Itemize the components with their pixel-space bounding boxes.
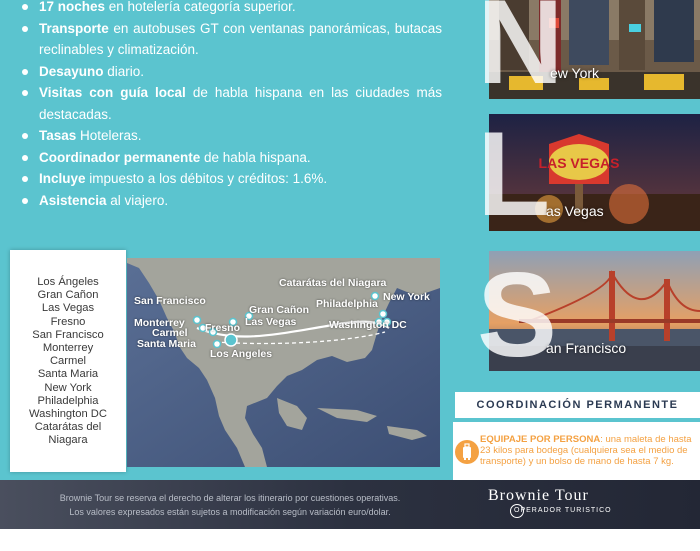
svg-text:LAS VEGAS: LAS VEGAS [538,155,620,171]
feature-item: Asistencia al viajero. [22,190,442,212]
brand-name: Brownie Tour [488,487,589,504]
route-map [127,258,440,467]
route-item: Niagara [48,434,88,447]
bullet-icon [22,26,28,32]
map-graphic [127,258,440,467]
route-item: Carmel [49,355,87,368]
map-label-santa-maria: Santa Maria [137,338,196,350]
feature-item: Coordinador permanente de habla hispana. [22,147,442,169]
bullet-icon [22,69,28,75]
map-label-new-york: New York [383,291,430,303]
city-name: as Vegas [546,203,604,219]
route-item: Gran Cañon [37,289,99,302]
route-item: Washington DC [29,408,107,421]
city-panel-las-vegas [477,107,700,241]
route-item: Philadelphia [37,394,99,407]
feature-item: Desayuno diario. [22,61,442,83]
route-item: New York [44,381,92,394]
feature-item: Tasas Hoteleras. [22,125,442,147]
brand-tagline: OPERADOR TURISTICO [514,507,612,514]
feature-item: Visitas con guía local de habla hispana en las ciudades más destacadas. [22,82,442,125]
route-item: Monterrey [42,342,94,355]
route-card [10,250,126,472]
map-label-monterrey: Monterrey [134,317,185,329]
city-initial: L [477,107,551,241]
city-panel-san-francisco [477,248,700,382]
bullet-icon [22,155,28,161]
bullet-icon [22,198,28,204]
route-item: San Francisco [32,328,104,341]
luggage-info [453,422,700,480]
bullet-icon [22,4,28,10]
map-label-fresno: Fresno [205,322,241,334]
map-label-washington: Washington DC [329,319,407,331]
brand-logo [488,487,638,514]
luggage-icon [455,440,479,464]
map-label-las-vegas: Las Vegas [245,316,297,328]
route-item: Las Vegas [41,302,95,315]
footer-disclaimer [40,492,420,519]
map-label-san-francisco: San Francisco [134,295,206,307]
route-list [10,276,126,448]
city-initial: N [477,0,564,109]
map-label-niagara: Catarátas del Niagara [279,277,387,289]
route-item: Santa Maria [37,368,99,381]
bullet-icon [22,90,28,96]
bullet-icon [22,176,28,182]
luggage-text: EQUIPAJE POR PERSONA: una maleta de hasta 23 kilos para bodega (cualquiera sea el medio de transporte) y un bolso de mano de hasta 7 kg. [480,434,692,468]
feature-item: Transporte en autobuses GT con ventanas panorámicas, butacas reclinables y climatización. [22,18,442,61]
route-item: Catarátas del [34,421,102,434]
feature-item: 17 noches en hotelería categoría superior. [22,0,442,18]
feature-item: Incluye impuesto a los débitos y créditos: 1.6%. [22,168,442,190]
route-item: Fresno [50,315,86,328]
city-initial: S [477,248,558,382]
city-name: ew York [550,65,600,81]
footer-line: Brownie Tour se reserva el derecho de alterar los itinerario por cuestiones operativas. [59,493,401,503]
map-label-carmel: Carmel [152,327,188,339]
map-label-gran-canon: Gran Cañon [249,304,310,316]
map-label-philadelphia: Philadelphia [316,298,378,310]
city-panel-new-york [477,0,700,109]
route-item: Los Ángeles [37,276,99,288]
city-name: an Francisco [546,340,627,356]
footer-line: Los valores expresados están sujetos a modificación según variación euro/dolar. [69,506,391,517]
map-label-los-angeles: Los Angeles [210,348,273,360]
coordination-heading: COORDINACIÓN PERMANENTE [455,392,700,418]
globe-icon [510,504,524,518]
bullet-icon [22,133,28,139]
features-list [22,0,442,211]
bottom-margin [0,529,700,551]
